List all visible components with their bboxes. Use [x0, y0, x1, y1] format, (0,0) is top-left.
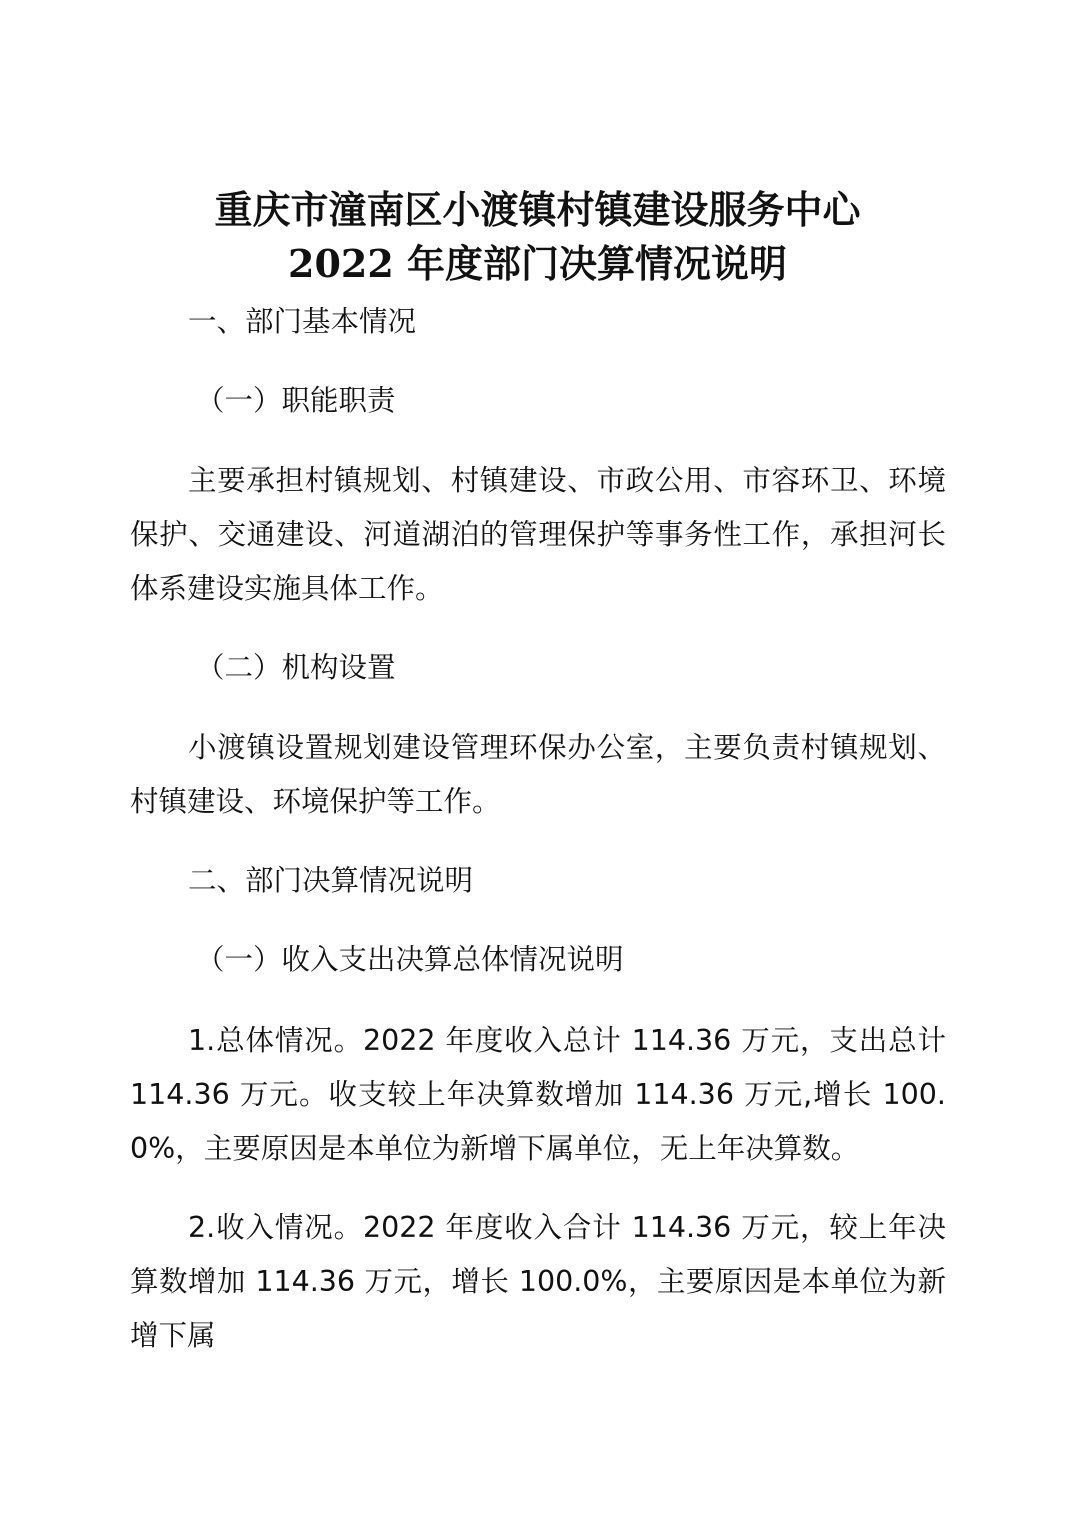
section-2-1-paragraph-1: 1.总体情况。2022 年度收入总计 114.36 万元，支出总计 114.36 万元。收支较上年决算数增加 114.36 万元,增长 100.0%，主要原因是本单位为新增下属单位，无上年决算数。 — [130, 1024, 946, 1165]
section-1-heading: 一、部门基本情况 — [188, 305, 417, 338]
section-1-2-body: 小渡镇设置规划建设管理环保办公室，主要负责村镇规划、村镇建设、环境保护等工作。 — [130, 731, 946, 818]
document-title-line-2: 2022 年度部门决算情况说明 — [288, 241, 787, 286]
document-title-line-1: 重庆市潼南区小渡镇村镇建设服务中心 — [214, 187, 861, 232]
section-2-1-paragraph-2: 2.收入情况。2022 年度收入合计 114.36 万元，较上年决算数增加 114.36 万元，增长 100.0%，主要原因是本单位为新增下属 — [130, 1211, 946, 1352]
section-2-1-heading: （一）收入支出决算总体情况说明 — [196, 943, 624, 976]
section-1-2-heading: （二）机构设置 — [196, 651, 396, 684]
section-2-heading: 二、部门决算情况说明 — [188, 864, 474, 897]
section-1-1-body: 主要承担村镇规划、村镇建设、市政公用、市容环卫、环境保护、交通建设、河道湖泊的管理保护等事务性工作，承担河长体系建设实施具体工作。 — [130, 464, 946, 605]
section-1-1-heading: （一）职能职责 — [196, 384, 396, 417]
